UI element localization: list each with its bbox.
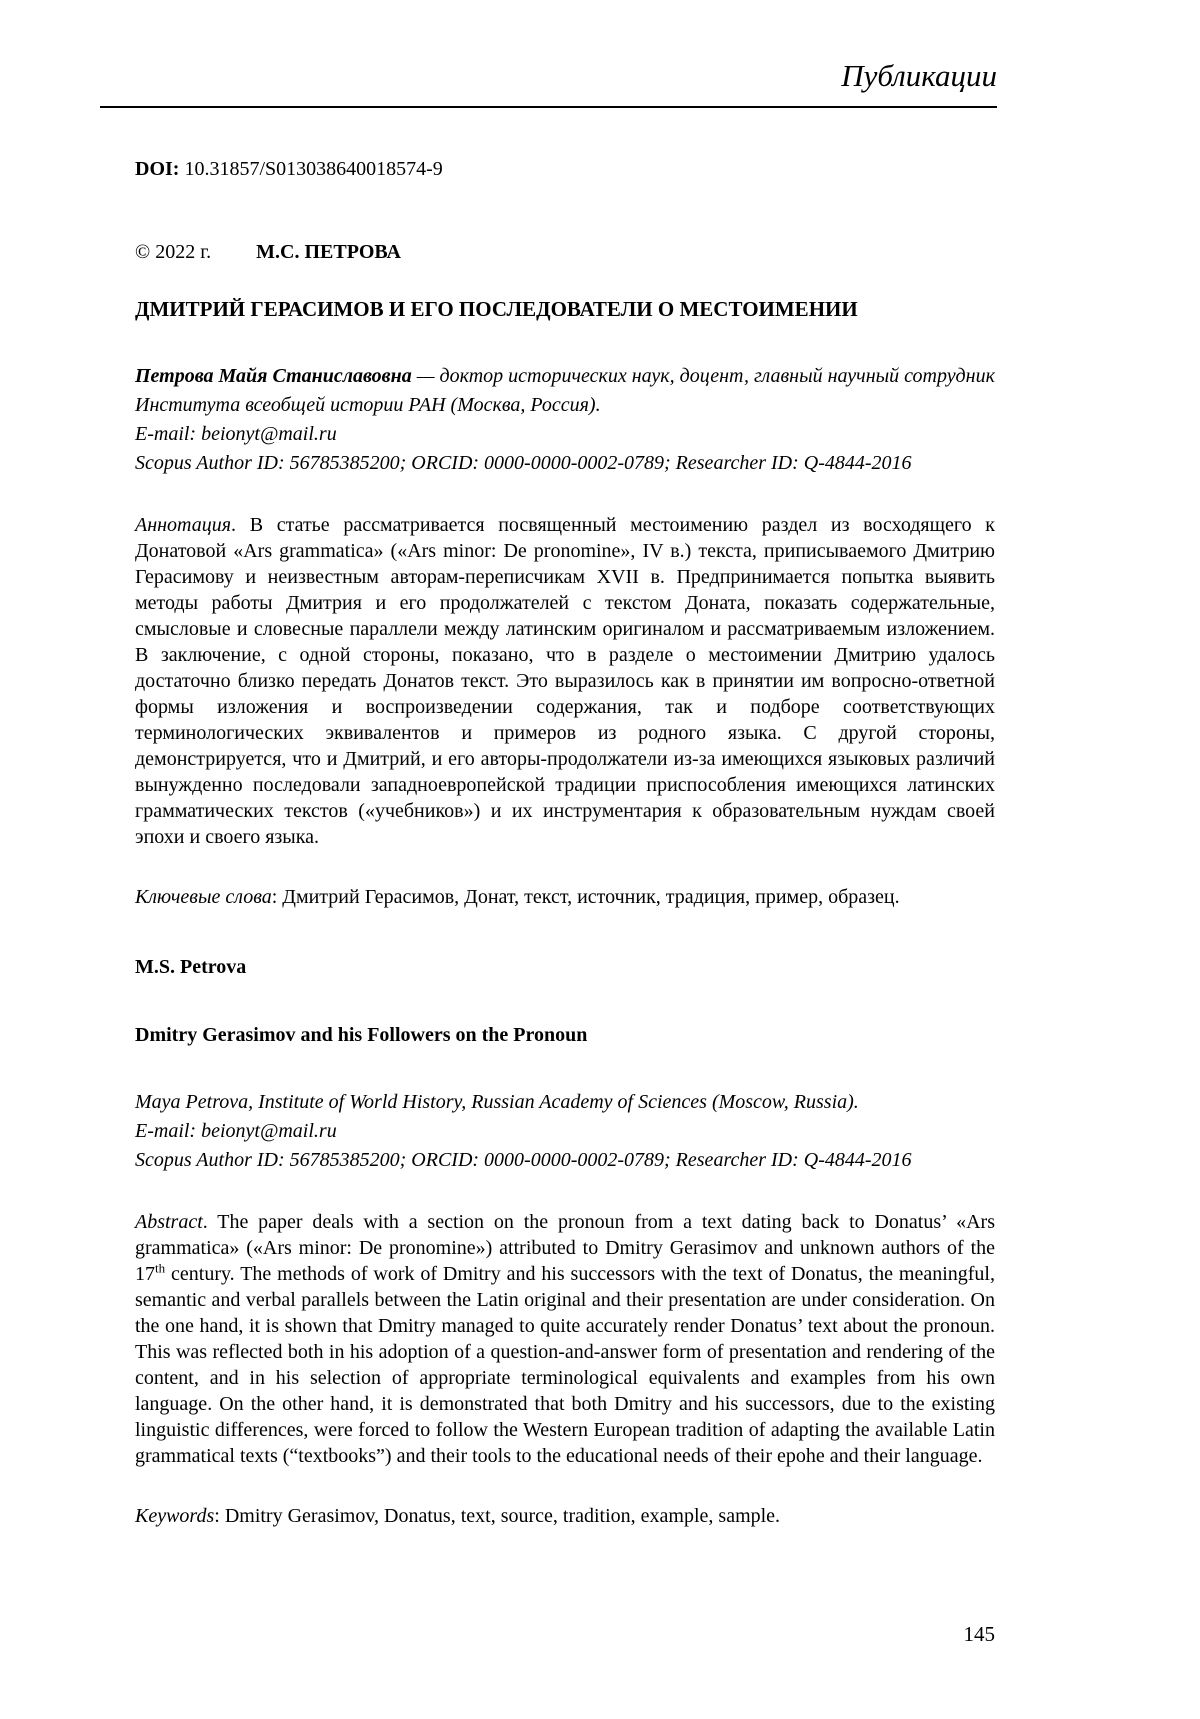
keywords-label-ru: Ключевые слова bbox=[135, 885, 272, 908]
author-name-ru-caps: М.С. ПЕТРОВА bbox=[256, 240, 401, 263]
keywords-text-en: : Dmitry Gerasimov, Donatus, text, source, tradition, example, sample. bbox=[214, 1504, 781, 1527]
author-full-name-ru: Петрова Майя Станиславовна bbox=[135, 364, 412, 387]
abstract-en bbox=[135, 1209, 995, 1469]
copyright-year: © 2022 г. bbox=[135, 240, 212, 263]
author-affiliation-en bbox=[135, 1088, 995, 1175]
abstract-label-en: Abstract bbox=[135, 1210, 203, 1233]
keywords-en bbox=[135, 1503, 995, 1529]
abstract-ru bbox=[135, 512, 995, 850]
doi-line bbox=[135, 158, 995, 181]
keywords-label-en: Keywords bbox=[135, 1504, 215, 1527]
running-head: Публикации bbox=[841, 58, 997, 93]
author-ids-ru: Scopus Author ID: 56785385200; ORCID: 0000-0000-0002-0789; Researcher ID: Q-4844-2016 bbox=[135, 451, 912, 474]
doi-label: DOI: bbox=[135, 157, 180, 180]
doi-value: 10.31857/S013038640018574-9 bbox=[184, 157, 443, 180]
affiliation-text-en: Maya Petrova, Institute of World History, Russian Academy of Sciences (Moscow, Russia). bbox=[135, 1090, 859, 1113]
author-name-en: M.S. Petrova bbox=[135, 955, 247, 978]
page-content bbox=[135, 158, 995, 1529]
author-affiliation-ru bbox=[135, 362, 995, 478]
article-title-ru: ДМИТРИЙ ГЕРАСИМОВ И ЕГО ПОСЛЕДОВАТЕЛИ О МЕСТОИМЕНИИ bbox=[135, 296, 858, 321]
author-email-en: E-mail: beionyt@mail.ru bbox=[135, 1119, 337, 1142]
affiliation-line-ru bbox=[135, 362, 995, 420]
page-number: 145 bbox=[963, 1622, 995, 1646]
abstract-text-en-part1: . The paper deals with a section on the pronoun from a text dating back to Donatus’ «Ars grammatica» («Ars minor: De pronomine») attributed to Dmitry Gerasimov and unknown authors of the 17 bbox=[135, 1210, 995, 1285]
keywords-text-ru: : Дмитрий Герасимов, Донат, текст, источник, традиция, пример, образец. bbox=[271, 885, 900, 908]
abstract-text-en-part2: century. The methods of work of Dmitry and his successors with the text of Donatus, the meaningful, semantic and verbal parallels between the Latin original and their presentation are under consideration. On the one hand, it is shown that Dmitry managed to quite accurately render Donatus’ text about the pronoun. This was reflected both in his adoption of a question-and-answer form of presentation and rendering of the content, and in his selection of appropriate terminological equivalents and examples from his own language. On the other hand, it is demonstrated that both Dmitry and his successors, due to the existing linguistic differences, were forced to follow the Western European tradition of adapting the available Latin grammatical texts (“textbooks”) and their tools to the educational needs of their epohe and their language. bbox=[135, 1262, 995, 1467]
header-rule bbox=[100, 106, 997, 108]
affiliation-text-ru: — доктор исторических наук, доцент, главный научный сотрудник Института всеобщей истории РАН (Москва, Россия). bbox=[135, 364, 995, 416]
author-ids-en: Scopus Author ID: 56785385200; ORCID: 0000-0000-0002-0789; Researcher ID: Q-4844-2016 bbox=[135, 1148, 912, 1171]
abstract-superscript-th: th bbox=[155, 1260, 166, 1276]
copyright-line bbox=[135, 241, 995, 264]
author-email-ru: E-mail: beionyt@mail.ru bbox=[135, 422, 337, 445]
abstract-label-ru: Аннотация bbox=[135, 513, 232, 536]
abstract-text-ru: . В статье рассматривается посвященный местоимению раздел из восходящего к Донатовой «Ars grammatica» («Ars minor: De pronomine», IV в.) текста, приписываемого Дмитрию Герасимову и неизвестным авторам-переписчикам XVII в. Предпринимается попытка выявить методы работы Дмитрия и его продолжателей с текстом Доната, показать содержательные, смысловые и словесные параллели между латинским оригиналом и рассматриваемым изложением. В заключение, с одной стороны, показано, что в разделе о местоимении Дмитрию удалось достаточно близко передать Донатов текст. Это выразилось как в принятии им вопросно-ответной формы изложения и воспроизведении содержания, так и подборе соответствующих терминологических эквивалентов и примеров из родного языка. С другой стороны, демонстрируется, что и Дмитрий, и его авторы-продолжатели из-за имеющихся языковых различий вынужденно последовали западноевропейской традиции приспособления имеющихся латинских грамматических текстов («учебников») и их инструментария к образовательным нуждам своей эпохи и своего языка. bbox=[135, 513, 995, 848]
keywords-ru bbox=[135, 884, 995, 910]
article-title-en: Dmitry Gerasimov and his Followers on the Pronoun bbox=[135, 1023, 588, 1046]
